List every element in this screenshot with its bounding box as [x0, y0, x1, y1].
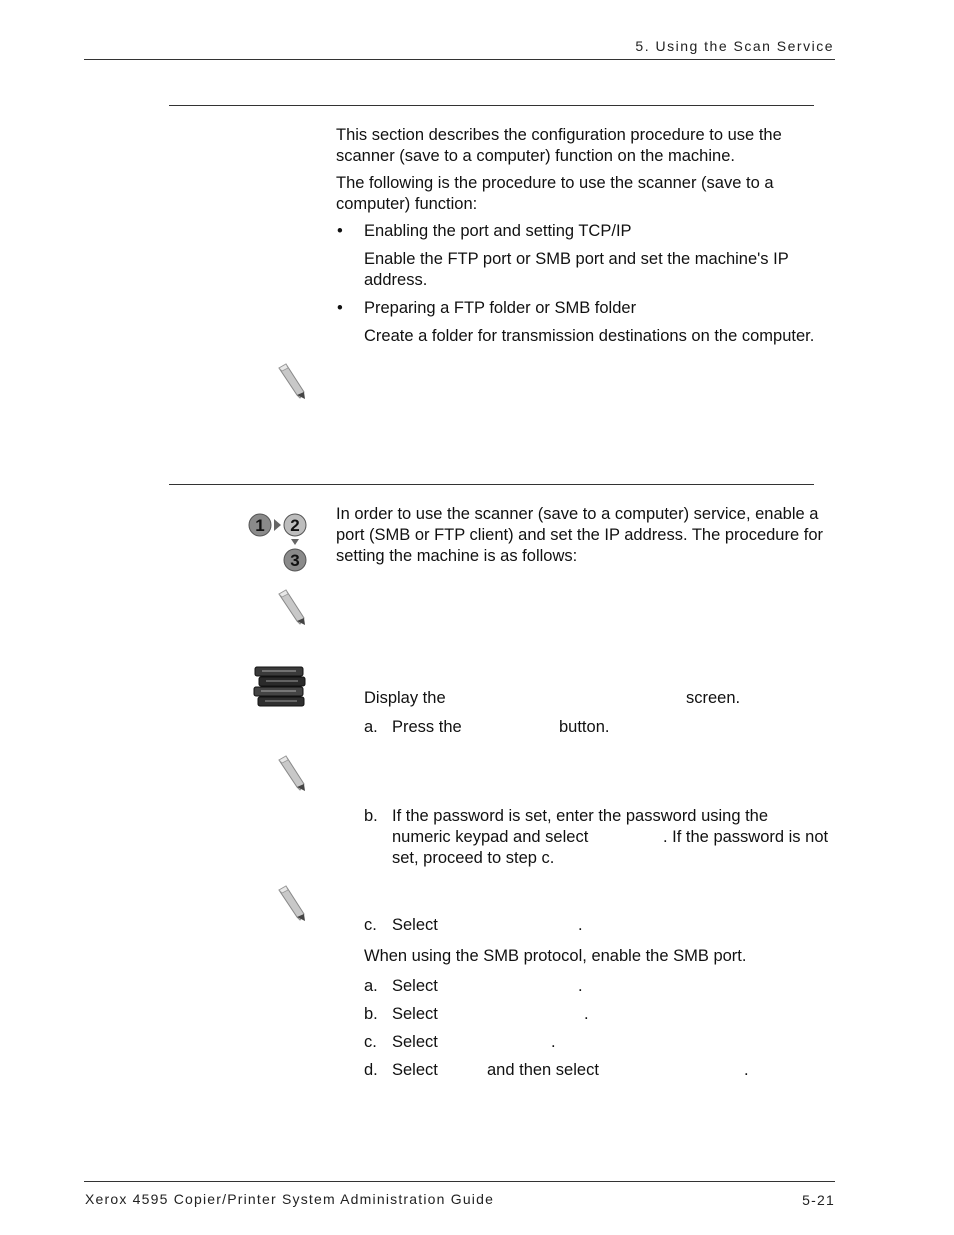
substep-letter: a.	[364, 718, 378, 736]
step1-text-end: screen.	[686, 689, 741, 707]
step-number-1: 1	[255, 516, 265, 535]
footer-title: Xerox 4595 Copier/Printer System Administration Guide	[85, 1191, 495, 1207]
substep-text-end: .	[551, 1033, 556, 1051]
bullet-detail: Enable the FTP port or SMB port and set the machine's IP address.	[364, 250, 789, 289]
note-pencil-icon	[276, 754, 308, 794]
substep-text: Select	[392, 916, 438, 934]
substep-text: numeric keypad and select	[392, 828, 589, 846]
substep-text-mid: and then select	[487, 1061, 599, 1079]
substep-letter: c.	[364, 1033, 377, 1051]
intro-paragraph-2: The following is the procedure to use the scanner (save to a computer) function:	[336, 174, 774, 213]
substep-text-end: .	[744, 1061, 749, 1079]
bullet-marker: •	[337, 222, 343, 240]
chapter-header: 5. Using the Scan Service	[635, 38, 834, 54]
substep-text-end: . If the password is not	[663, 828, 829, 846]
section-rule-2	[169, 484, 814, 485]
bullet-marker: •	[337, 299, 343, 317]
substep-text: Select	[392, 1033, 438, 1051]
substep-letter: d.	[364, 1061, 378, 1079]
substep-text: If the password is set, enter the password using the	[392, 807, 769, 825]
substep-text-end: .	[584, 1005, 589, 1023]
substep-letter: a.	[364, 977, 378, 995]
substep-text: Select	[392, 1061, 438, 1079]
note-pencil-icon	[276, 884, 308, 924]
section2-paragraph: In order to use the scanner (save to a computer) service, enable a port (SMB or FTP client) and set the IP address. The procedure for setting the machine is as follows:	[336, 505, 823, 565]
substep-letter: b.	[364, 807, 378, 825]
steps-icon	[246, 508, 310, 576]
substep-text-end: .	[578, 916, 583, 934]
footer-rule	[84, 1181, 835, 1182]
page-number: 5-21	[802, 1192, 835, 1208]
substep-letter: c.	[364, 916, 377, 934]
note-pencil-icon	[276, 588, 308, 628]
substep-text: Select	[392, 1005, 438, 1023]
step2-text: When using the SMB protocol, enable the SMB port.	[364, 947, 747, 965]
substep-text: Press the	[392, 718, 462, 736]
books-reference-icon	[252, 663, 308, 713]
section-rule-1	[169, 105, 814, 106]
bullet-title: Enabling the port and setting TCP/IP	[364, 222, 632, 240]
bullet-detail: Create a folder for transmission destinations on the computer.	[364, 327, 815, 345]
step1-text: Display the	[364, 689, 446, 707]
substep-text: Select	[392, 977, 438, 995]
step-number-2: 2	[290, 516, 300, 535]
step-number-3: 3	[290, 551, 300, 570]
substep-text: set, proceed to step c.	[392, 849, 555, 867]
intro-paragraph-1: This section describes the configuration procedure to use the scanner (save to a computer) function on the machine.	[336, 126, 782, 165]
header-rule	[84, 59, 835, 60]
substep-text-end: button.	[559, 718, 610, 736]
note-pencil-icon	[276, 362, 308, 402]
substep-text-end: .	[578, 977, 583, 995]
substep-letter: b.	[364, 1005, 378, 1023]
bullet-title: Preparing a FTP folder or SMB folder	[364, 299, 637, 317]
